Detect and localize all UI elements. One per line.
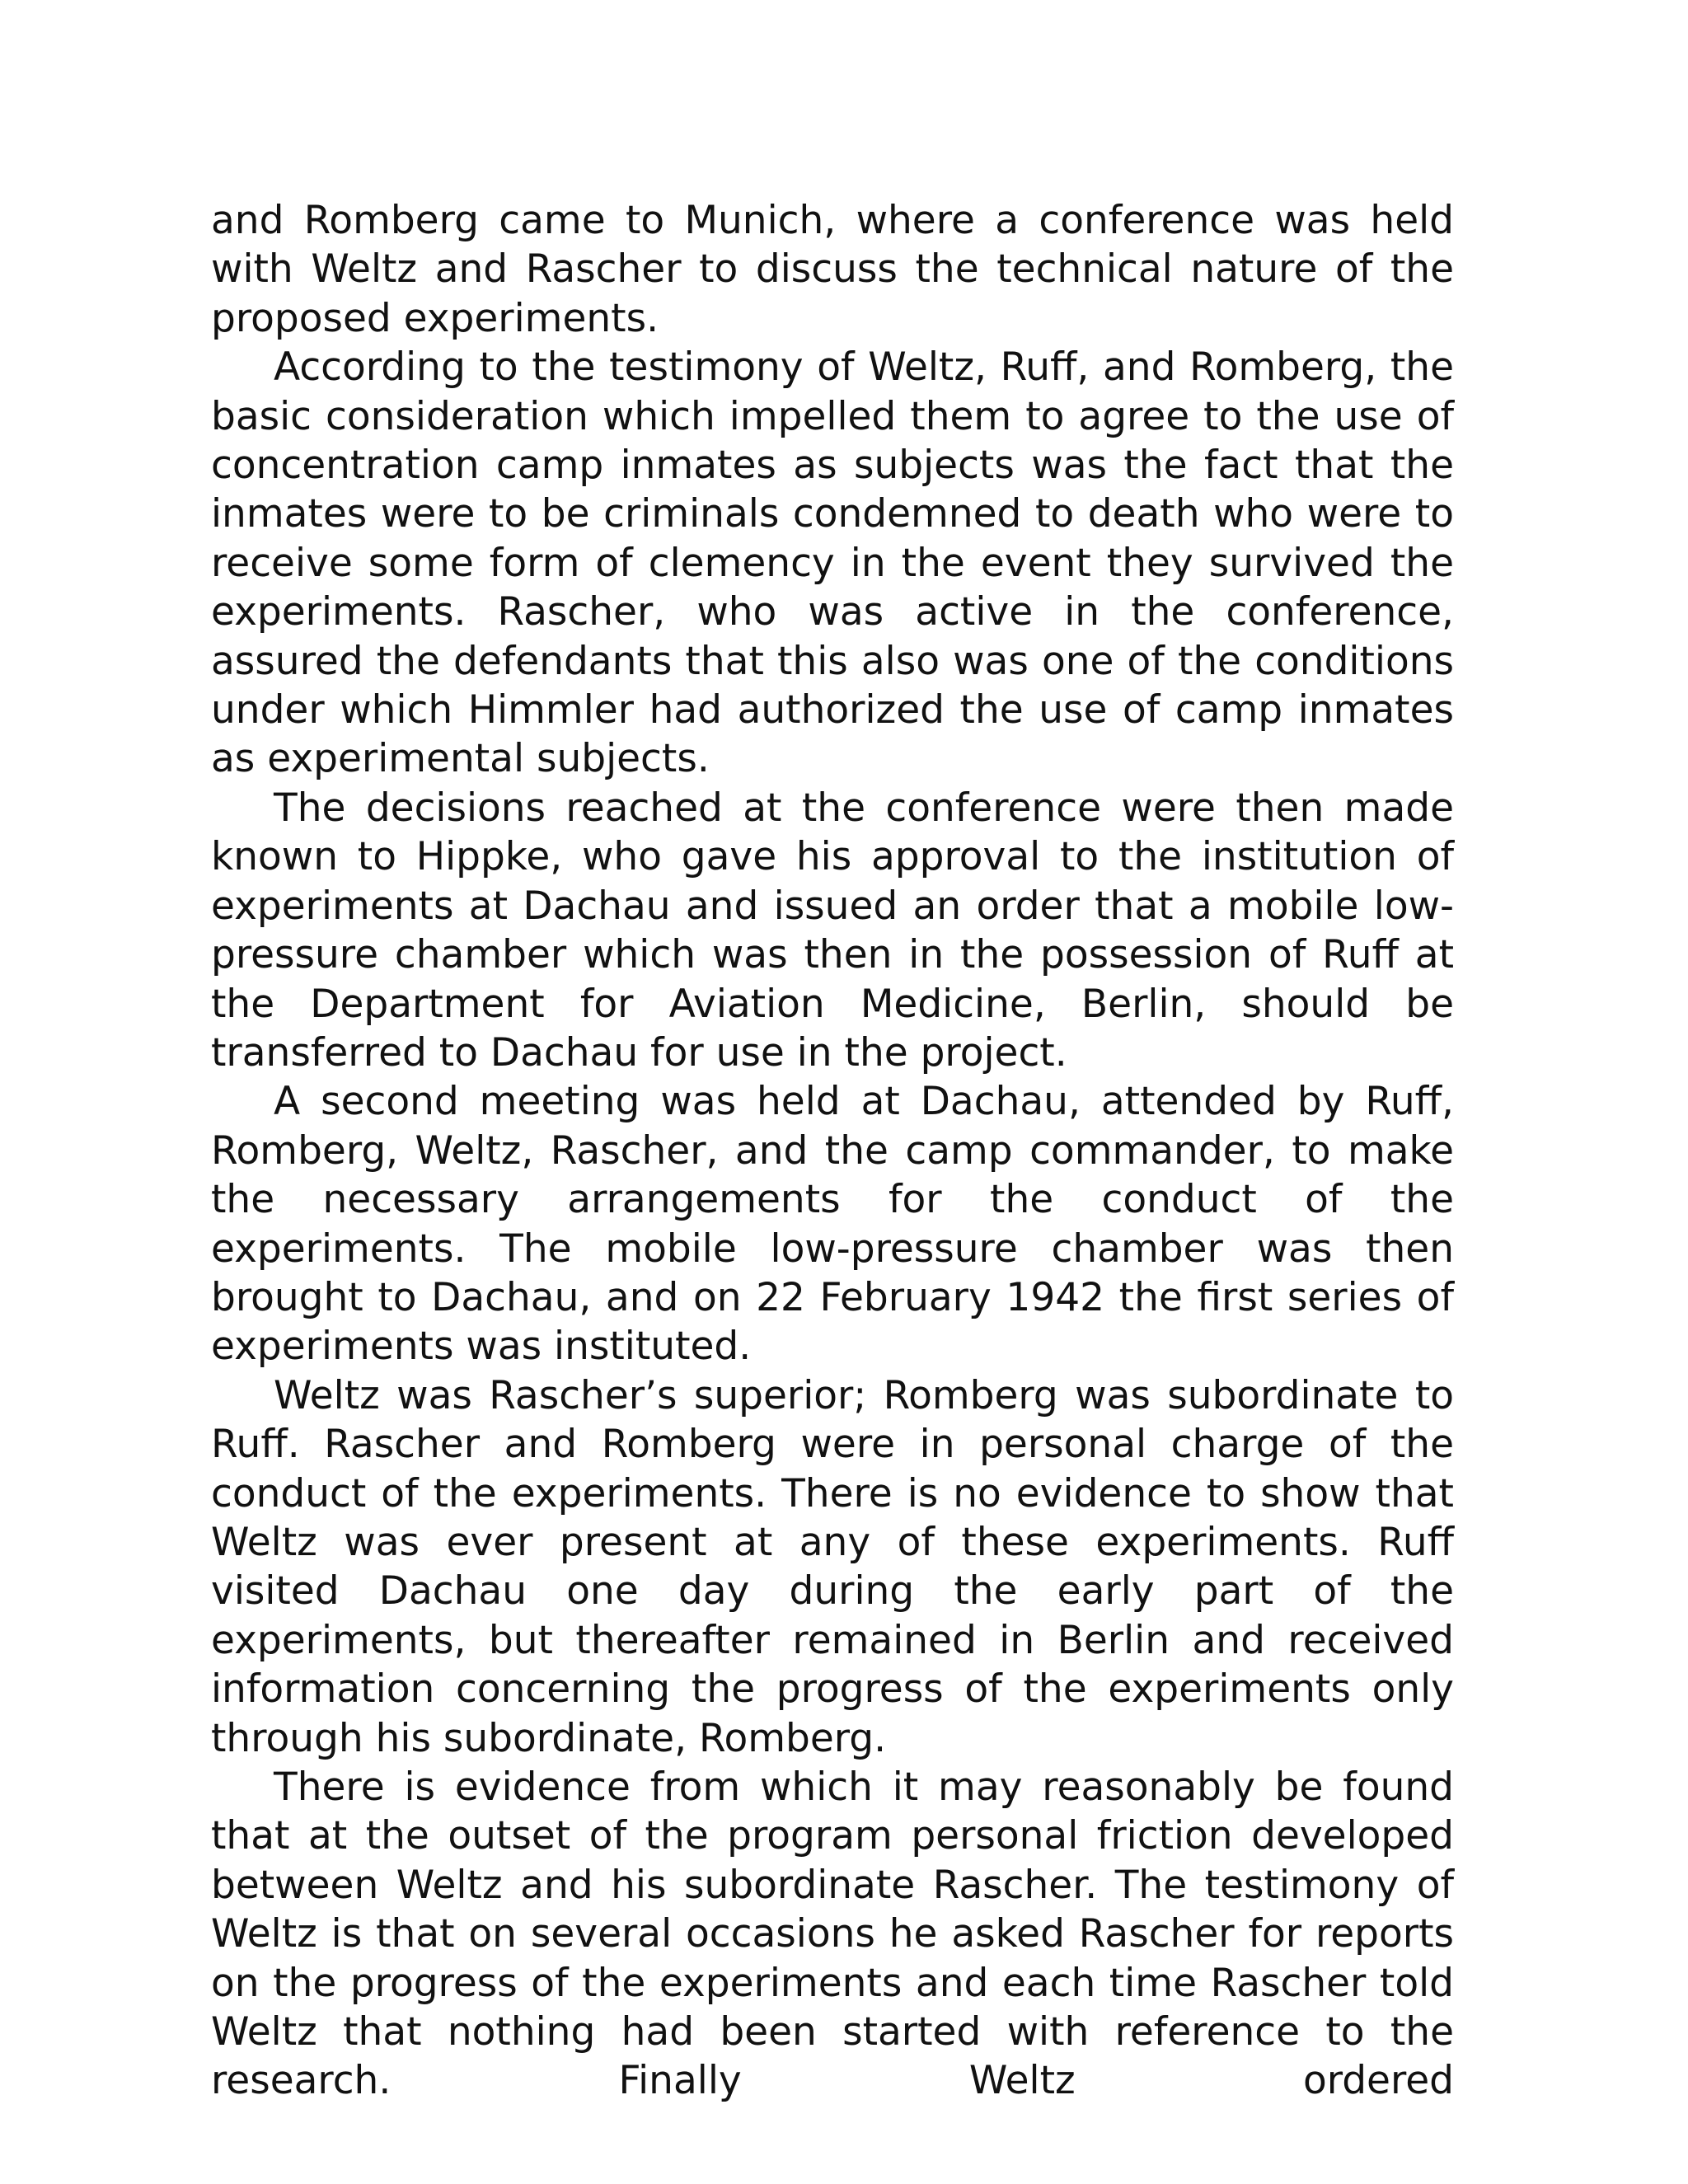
paragraph: The decisions reached at the conference were then made known to Hippke, who gave his approval to the institution of experiments at Dachau and issued an order that a mobile low-pressure chamber which was then in the possession of Ruff at the Department for Aviation Medicine, Berlin, should be transferred to Dachau for use in the project. [211, 785, 1454, 1076]
body-text [211, 196, 1454, 2106]
paragraph: There is evidence from which it may reasonably be found that at the outset of the program personal friction developed between Weltz and his subordinate Rascher. The testimony of Weltz is that on several occasions he asked Rascher for reports on the progress of the experiments and each time Rascher told Weltz that nothing had been started with reference to the research. Finally Weltz ordered [211, 1765, 1454, 2104]
paragraph: Weltz was Rascher’s superior; Romberg was subordinate to Ruff. Rascher and Romberg were in personal charge of the conduct of the experiments. There is no evidence to show that Weltz was ever present at any of these experiments. Ruff visited Dachau one day during the early part of the experiments, but thereafter remained in Berlin and received information concerning the progress of the experiments only through his subordinate, Romberg. [211, 1372, 1454, 1761]
paragraph: and Romberg came to Munich, where a conference was held with Weltz and Rascher to discuss the technical nature of the proposed experiments. [211, 198, 1454, 341]
paragraph: According to the testimony of Weltz, Ruff, and Romberg, the basic consideration which impelled them to agree to the use of concentration camp inmates as subjects was the fact that the inmates were to be criminals condemned to death who were to receive some form of clemency in the event they survived the experiments. Rascher, who was active in the conference, assured the defendants that this also was one of the conditions under which Himmler had authorized the use of camp inmates as experimental subjects. [211, 344, 1454, 782]
paragraph: A second meeting was held at Dachau, attended by Ruff, Romberg, Weltz, Rascher, and the camp commander, to make the necessary arrangements for the conduct of the experiments. The mobile low-pressure chamber was then brought to Dachau, and on 22 February 1942 the first series of experiments was instituted. [211, 1079, 1454, 1370]
